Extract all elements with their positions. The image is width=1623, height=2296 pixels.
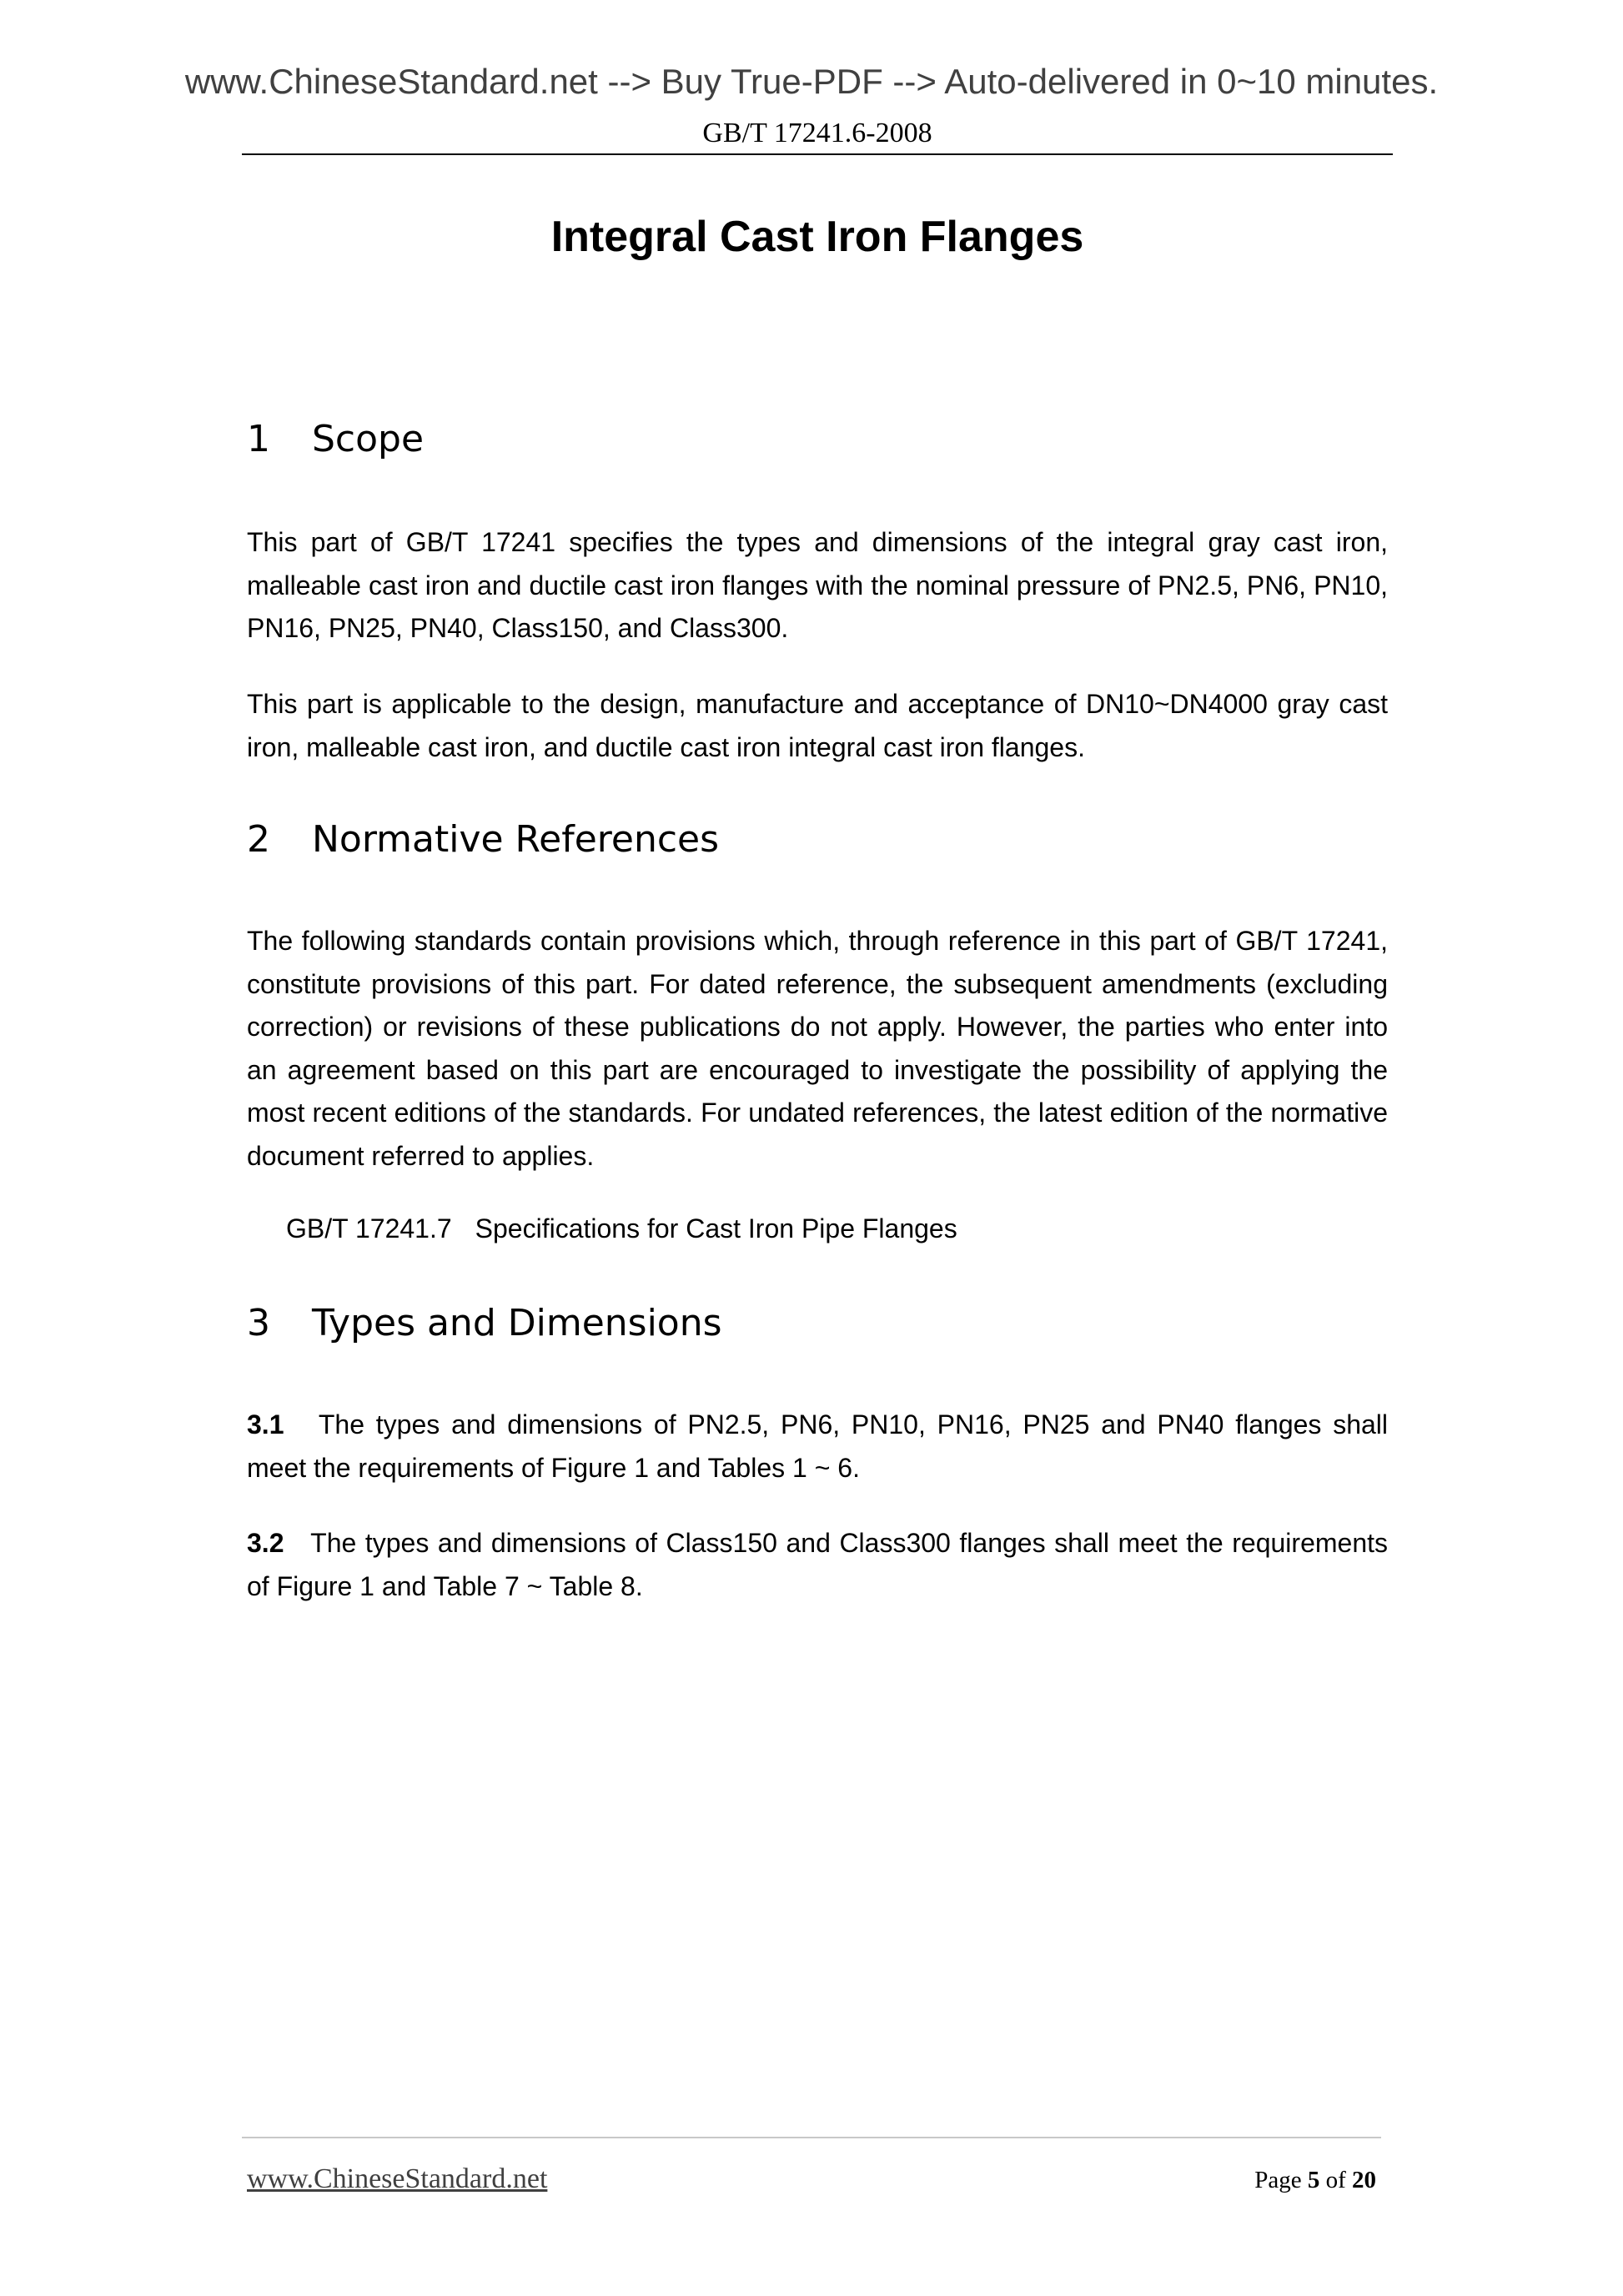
scope-paragraph-2: This part is applicable to the design, manufacture and acceptance of DN10~DN4000 gray cast iron, malleable cast iron, and ductile cast iron integral cast iron flanges. [247,689,1388,762]
reference-title: Specifications for Cast Iron Pipe Flanges [475,1213,957,1243]
section-3-number: 3 [247,1302,270,1344]
section-1-number: 1 [247,418,270,460]
page-number [1254,2167,1376,2194]
page-of: of [1325,2167,1346,2193]
clause-3-1-text: The types and dimensions of PN2.5, PN6, PN10, PN16, PN25 and PN40 flanges shall meet the requirements of Figure 1 and Tables 1 ~ 6. [247,1409,1389,1483]
clause-3-1 [247,1404,1388,1490]
header-divider [242,153,1393,155]
clause-3-2-text: The types and dimensions of Class150 and Class300 flanges shall meet the requirements of Figure 1 and Table 7 ~ Table 8. [247,1528,1389,1601]
header-banner: www.ChineseStandard.net --> Buy True-PDF --> Auto-delivered in 0~10 minutes. [184,62,1439,101]
clause-3-2 [247,1522,1388,1608]
reference-code: GB/T 17241.7 [286,1213,452,1243]
clause-3-1-number: 3.1 [247,1409,284,1439]
section-3-heading [247,1302,722,1344]
references-paragraph: The following standards contain provisions which, through reference in this part of GB/T 17241, constitute provisions of this part. For dated reference, the subsequent amendments (excluding correction) or revisions of these publications do not apply. However, the parties who enter into an agreement based on this part are encouraged to investigate the possibility of applying the most recent editions of the standards. For undated references, the latest edition of the normative document referred to applies. [247,926,1388,1171]
section-2-heading [247,818,719,861]
scope-paragraph-1: This part of GB/T 17241 specifies the types and dimensions of the integral gray cast iron, malleable cast iron and ductile cast iron flanges with the nominal pressure of PN2.5, PN6, PN10, PN16, PN25, PN40, Class150, and Class300. [247,527,1388,643]
page-title: Integral Cast Iron Flanges [550,213,1084,261]
footer-site-link[interactable]: www.ChineseStandard.net [247,2163,548,2194]
section-1-title: Scope [312,418,425,460]
section-1-heading [247,418,424,460]
clause-3-2-number: 3.2 [247,1528,284,1558]
document-code: GB/T 17241.6-2008 [702,118,932,148]
page-prefix: Page [1254,2167,1302,2193]
section-2-number: 2 [247,818,270,861]
page-total: 20 [1352,2167,1376,2193]
section-2-title: Normative References [312,818,720,861]
footer-divider [242,2137,1381,2138]
page-current: 5 [1307,2167,1320,2193]
section-3-title: Types and Dimensions [312,1302,722,1344]
reference-item [286,1213,957,1244]
